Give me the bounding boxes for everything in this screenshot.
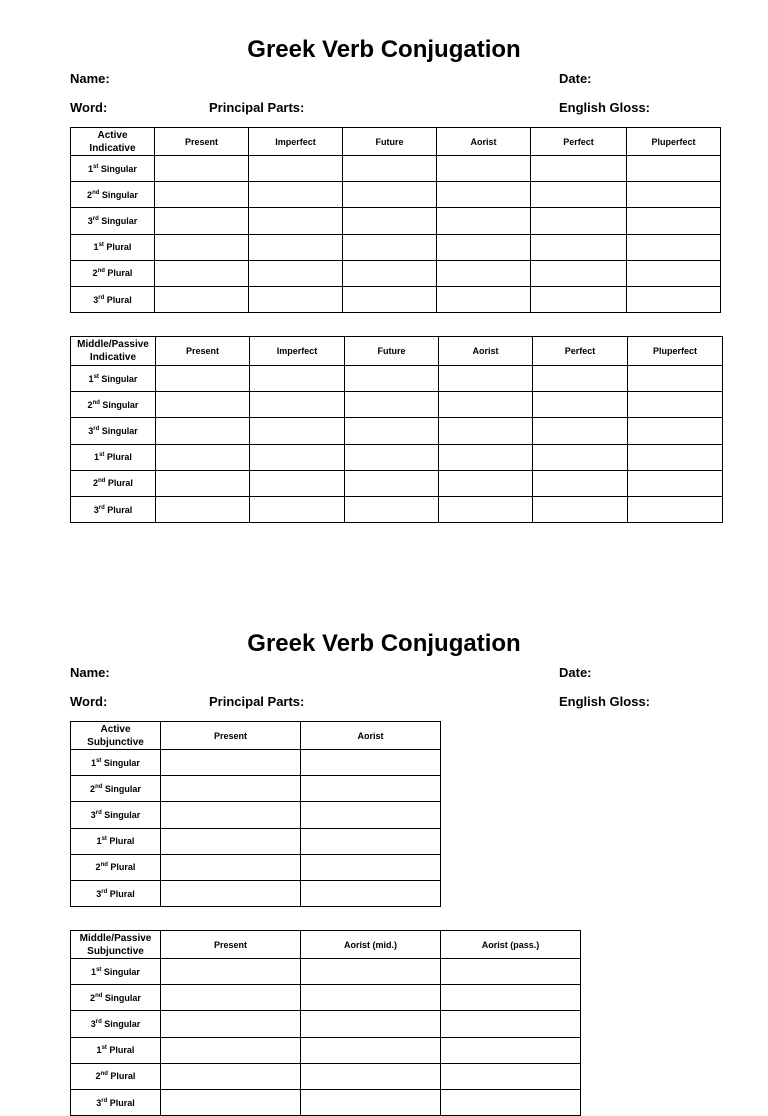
row-label-number: 2: [87, 189, 93, 200]
date-label: Date:: [559, 665, 592, 680]
answer-cell[interactable]: [249, 156, 343, 182]
answer-cell[interactable]: [155, 234, 249, 260]
answer-cell[interactable]: [441, 985, 581, 1011]
row-label: [71, 470, 156, 496]
row-label-ordinal: st: [93, 163, 99, 170]
answer-cell[interactable]: [627, 156, 721, 182]
answer-cell[interactable]: [627, 182, 721, 208]
answer-cell[interactable]: [161, 1063, 301, 1089]
answer-cell[interactable]: [345, 444, 439, 470]
answer-cell[interactable]: [345, 392, 439, 418]
answer-cell[interactable]: [345, 418, 439, 444]
answer-cell[interactable]: [161, 1089, 301, 1115]
answer-cell[interactable]: [156, 470, 250, 496]
table-corner-header: [71, 128, 155, 156]
row-label: [71, 496, 156, 522]
table-row: [71, 880, 441, 906]
row-label-ordinal: rd: [95, 809, 102, 816]
row-label: [71, 182, 155, 208]
answer-cell[interactable]: [437, 286, 531, 312]
answer-cell[interactable]: [161, 1037, 301, 1063]
answer-cell[interactable]: [161, 880, 301, 906]
answer-cell[interactable]: [439, 418, 533, 444]
column-header-aorist: Aorist: [437, 128, 531, 156]
answer-cell[interactable]: [441, 1037, 581, 1063]
row-label-word: Plural: [106, 242, 132, 253]
answer-cell[interactable]: [627, 208, 721, 234]
column-header-present: Present: [161, 931, 301, 959]
table-row: [71, 985, 581, 1011]
row-label-ordinal: nd: [95, 992, 103, 999]
answer-cell[interactable]: [628, 444, 723, 470]
corner-header-line: Indicative: [89, 142, 136, 154]
answer-cell[interactable]: [301, 1089, 441, 1115]
table-row: [71, 470, 723, 496]
table-corner-header: [71, 931, 161, 959]
row-label-number: 2: [93, 478, 99, 489]
table-row: [71, 366, 723, 392]
row-label-word: Plural: [109, 836, 135, 847]
row-label-number: 3: [90, 809, 96, 820]
answer-cell[interactable]: [155, 182, 249, 208]
row-label: [71, 828, 161, 854]
row-label-number: 3: [93, 504, 99, 515]
column-header-aorist-mid: Aorist (mid.): [301, 931, 441, 959]
answer-cell[interactable]: [250, 366, 345, 392]
row-label: [71, 776, 161, 802]
row-label-number: 2: [95, 1071, 101, 1082]
table-row: [71, 1089, 581, 1115]
row-label-word: Singular: [101, 373, 138, 384]
answer-cell[interactable]: [437, 208, 531, 234]
answer-cell[interactable]: [439, 496, 533, 522]
row-label-ordinal: st: [99, 452, 105, 459]
table-row: [71, 750, 441, 776]
row-label-ordinal: st: [98, 242, 104, 249]
row-label-ordinal: nd: [92, 399, 100, 406]
answer-cell[interactable]: [345, 470, 439, 496]
answer-cell[interactable]: [439, 444, 533, 470]
middle-passive-indicative-table: [70, 336, 723, 523]
row-label-word: Singular: [101, 215, 138, 226]
column-header-aorist-pass: Aorist (pass.): [441, 931, 581, 959]
row-label-word: Singular: [101, 425, 138, 436]
answer-cell[interactable]: [531, 208, 627, 234]
row-label-number: 3: [88, 425, 94, 436]
row-label-word: Plural: [106, 294, 132, 305]
answer-cell[interactable]: [345, 366, 439, 392]
answer-cell[interactable]: [531, 234, 627, 260]
row-label-number: 1: [91, 757, 97, 768]
answer-cell[interactable]: [441, 1063, 581, 1089]
word-label: Word:: [70, 100, 108, 115]
english-gloss-label: English Gloss:: [559, 694, 651, 709]
answer-cell[interactable]: [250, 496, 345, 522]
column-header-aorist: Aorist: [439, 337, 533, 366]
row-label-number: 2: [92, 268, 98, 279]
answer-cell[interactable]: [533, 444, 628, 470]
answer-cell[interactable]: [161, 750, 301, 776]
english-gloss-label: English Gloss:: [559, 100, 651, 115]
row-label-ordinal: nd: [92, 189, 100, 196]
table-row: [71, 234, 721, 260]
answer-cell[interactable]: [301, 880, 441, 906]
row-label: [71, 156, 155, 182]
answer-cell[interactable]: [345, 496, 439, 522]
worksheet-2-title: Greek Verb Conjugation: [247, 630, 521, 657]
answer-cell[interactable]: [439, 366, 533, 392]
row-label-number: 1: [88, 163, 94, 174]
column-header-perfect: Perfect: [533, 337, 628, 366]
corner-header-line: Subjunctive: [87, 736, 144, 748]
row-label-number: 2: [87, 399, 93, 410]
column-header-present: Present: [156, 337, 250, 366]
row-label-ordinal: rd: [98, 504, 105, 511]
row-label: [71, 1037, 161, 1063]
row-label-number: 3: [93, 294, 99, 305]
answer-cell[interactable]: [301, 750, 441, 776]
row-label-word: Singular: [104, 992, 141, 1003]
answer-cell[interactable]: [628, 366, 723, 392]
row-label-word: Singular: [104, 809, 141, 820]
name-label: Name:: [70, 665, 110, 680]
row-label: [71, 985, 161, 1011]
row-label-number: 3: [87, 215, 93, 226]
row-label: [71, 418, 156, 444]
table-row: [71, 444, 723, 470]
answer-cell[interactable]: [533, 392, 628, 418]
answer-cell[interactable]: [627, 286, 721, 312]
answer-cell[interactable]: [155, 208, 249, 234]
row-label-word: Singular: [101, 189, 138, 200]
column-header-present: Present: [161, 722, 301, 750]
table-row: [71, 854, 441, 880]
answer-cell[interactable]: [301, 828, 441, 854]
table-row: [71, 959, 581, 985]
corner-header-line: Indicative: [89, 352, 137, 363]
row-label-number: 3: [96, 1097, 102, 1108]
answer-cell[interactable]: [439, 392, 533, 418]
answer-cell[interactable]: [301, 802, 441, 828]
answer-cell[interactable]: [628, 470, 723, 496]
answer-cell[interactable]: [343, 156, 437, 182]
row-label: [71, 854, 161, 880]
answer-cell[interactable]: [343, 182, 437, 208]
answer-cell[interactable]: [250, 470, 345, 496]
answer-cell[interactable]: [301, 776, 441, 802]
answer-cell[interactable]: [343, 260, 437, 286]
row-label-word: Plural: [109, 1045, 135, 1056]
table-corner-header: [71, 337, 156, 366]
row-label-number: 2: [90, 992, 96, 1003]
answer-cell[interactable]: [161, 959, 301, 985]
row-label-ordinal: nd: [97, 268, 105, 275]
row-label-number: 1: [94, 452, 100, 463]
answer-cell[interactable]: [437, 260, 531, 286]
column-header-present: Present: [155, 128, 249, 156]
table-row: [71, 1037, 581, 1063]
row-label-ordinal: st: [96, 757, 102, 764]
row-label-number: 1: [96, 836, 102, 847]
row-label-word: Plural: [110, 862, 136, 873]
row-label-ordinal: rd: [93, 425, 100, 432]
row-label-word: Singular: [102, 399, 139, 410]
answer-cell[interactable]: [249, 208, 343, 234]
table-row: [71, 418, 723, 444]
answer-cell[interactable]: [161, 828, 301, 854]
table-row: [71, 156, 721, 182]
row-label-number: 1: [93, 242, 99, 253]
answer-cell[interactable]: [437, 234, 531, 260]
answer-cell[interactable]: [441, 1089, 581, 1115]
answer-cell[interactable]: [531, 286, 627, 312]
row-label-word: Singular: [103, 966, 140, 977]
row-label-word: Singular: [104, 1018, 141, 1029]
answer-cell[interactable]: [249, 286, 343, 312]
middle-passive-subjunctive-table: [70, 930, 581, 1116]
row-label-number: 3: [96, 888, 102, 899]
row-label-ordinal: rd: [101, 1097, 108, 1104]
answer-cell[interactable]: [627, 234, 721, 260]
row-label-word: Singular: [104, 783, 141, 794]
answer-cell[interactable]: [161, 802, 301, 828]
answer-cell[interactable]: [301, 854, 441, 880]
answer-cell[interactable]: [437, 182, 531, 208]
answer-cell[interactable]: [531, 182, 627, 208]
row-label-ordinal: st: [96, 966, 102, 973]
row-label: [71, 802, 161, 828]
date-label: Date:: [559, 71, 592, 86]
answer-cell[interactable]: [156, 392, 250, 418]
row-label: [71, 1089, 161, 1115]
row-label: [71, 444, 156, 470]
answer-cell[interactable]: [161, 854, 301, 880]
principal-parts-label: Principal Parts:: [209, 100, 305, 115]
answer-cell[interactable]: [531, 156, 627, 182]
row-label: [71, 392, 156, 418]
row-label: [71, 1063, 161, 1089]
row-label-ordinal: rd: [98, 294, 105, 301]
column-header-aorist: Aorist: [301, 722, 441, 750]
answer-cell[interactable]: [628, 496, 723, 522]
column-header-pluperfect: Pluperfect: [627, 128, 721, 156]
answer-cell[interactable]: [301, 1037, 441, 1063]
answer-cell[interactable]: [343, 234, 437, 260]
row-label-ordinal: st: [101, 1045, 107, 1052]
answer-cell[interactable]: [437, 156, 531, 182]
row-label-ordinal: rd: [101, 888, 108, 895]
answer-cell[interactable]: [155, 260, 249, 286]
corner-header-line: Middle/Passive: [77, 339, 149, 350]
row-label: [71, 880, 161, 906]
table-corner-header: [71, 722, 161, 750]
answer-cell[interactable]: [301, 1063, 441, 1089]
worksheet-1-title: Greek Verb Conjugation: [247, 36, 521, 63]
row-label-word: Plural: [110, 1071, 136, 1082]
answer-cell[interactable]: [249, 260, 343, 286]
table-row: [71, 776, 441, 802]
answer-cell[interactable]: [531, 260, 627, 286]
answer-cell[interactable]: [250, 418, 345, 444]
table-row: [71, 260, 721, 286]
row-label-ordinal: nd: [98, 478, 106, 485]
answer-cell[interactable]: [627, 260, 721, 286]
column-header-future: Future: [345, 337, 439, 366]
row-label-ordinal: nd: [95, 783, 103, 790]
row-label-word: Singular: [100, 163, 137, 174]
column-header-imperfect: Imperfect: [249, 128, 343, 156]
row-label: [71, 750, 161, 776]
table-row: [71, 1063, 581, 1089]
answer-cell[interactable]: [343, 286, 437, 312]
table-row: [71, 286, 721, 312]
answer-cell[interactable]: [161, 985, 301, 1011]
answer-cell[interactable]: [156, 418, 250, 444]
table-row: [71, 496, 723, 522]
answer-cell[interactable]: [439, 470, 533, 496]
corner-header-line: Active: [100, 723, 131, 735]
row-label: [71, 234, 155, 260]
row-label-word: Plural: [107, 478, 133, 489]
answer-cell[interactable]: [250, 444, 345, 470]
row-label-word: Plural: [107, 504, 133, 515]
row-label-ordinal: st: [93, 373, 99, 380]
column-header-future: Future: [343, 128, 437, 156]
answer-cell[interactable]: [533, 366, 628, 392]
row-label-number: 1: [91, 966, 97, 977]
row-label: [71, 286, 155, 312]
row-label-word: Plural: [106, 452, 132, 463]
table-row: [71, 392, 723, 418]
answer-cell[interactable]: [628, 418, 723, 444]
row-label-number: 2: [95, 862, 101, 873]
answer-cell[interactable]: [533, 470, 628, 496]
row-label-word: Plural: [107, 268, 133, 279]
table-row: [71, 828, 441, 854]
row-label-ordinal: st: [101, 836, 107, 843]
answer-cell[interactable]: [533, 418, 628, 444]
answer-cell[interactable]: [155, 286, 249, 312]
answer-cell[interactable]: [441, 959, 581, 985]
corner-header-line: Subjunctive: [87, 945, 144, 957]
row-label: [71, 260, 155, 286]
row-label-number: 1: [96, 1045, 102, 1056]
corner-header-line: Middle/Passive: [79, 932, 152, 944]
answer-cell[interactable]: [301, 985, 441, 1011]
column-header-pluperfect: Pluperfect: [628, 337, 723, 366]
row-label: [71, 366, 156, 392]
table-row: [71, 182, 721, 208]
row-label-word: Plural: [109, 888, 135, 899]
answer-cell[interactable]: [343, 208, 437, 234]
answer-cell[interactable]: [249, 182, 343, 208]
row-label: [71, 959, 161, 985]
row-label: [71, 208, 155, 234]
row-label-ordinal: rd: [95, 1018, 102, 1025]
row-label-number: 2: [90, 783, 96, 794]
column-header-imperfect: Imperfect: [250, 337, 345, 366]
principal-parts-label: Principal Parts:: [209, 694, 305, 709]
active-subjunctive-table: [70, 721, 441, 907]
name-label: Name:: [70, 71, 110, 86]
word-label: Word:: [70, 694, 108, 709]
active-indicative-table: [70, 127, 721, 313]
row-label-number: 3: [90, 1018, 96, 1029]
table-row: [71, 208, 721, 234]
row-label-ordinal: nd: [100, 862, 108, 869]
answer-cell[interactable]: [250, 392, 345, 418]
row-label-ordinal: rd: [92, 215, 99, 222]
answer-cell[interactable]: [161, 776, 301, 802]
row-label-number: 1: [88, 373, 94, 384]
table-row: [71, 802, 441, 828]
row-label-ordinal: nd: [100, 1071, 108, 1078]
answer-cell[interactable]: [301, 959, 441, 985]
answer-cell[interactable]: [628, 392, 723, 418]
column-header-perfect: Perfect: [531, 128, 627, 156]
answer-cell[interactable]: [155, 156, 249, 182]
answer-cell[interactable]: [156, 366, 250, 392]
corner-header-line: Active: [97, 129, 128, 141]
answer-cell[interactable]: [249, 234, 343, 260]
answer-cell[interactable]: [533, 496, 628, 522]
answer-cell[interactable]: [156, 496, 250, 522]
row-label-word: Plural: [109, 1097, 135, 1108]
answer-cell[interactable]: [156, 444, 250, 470]
row-label-word: Singular: [103, 757, 140, 768]
